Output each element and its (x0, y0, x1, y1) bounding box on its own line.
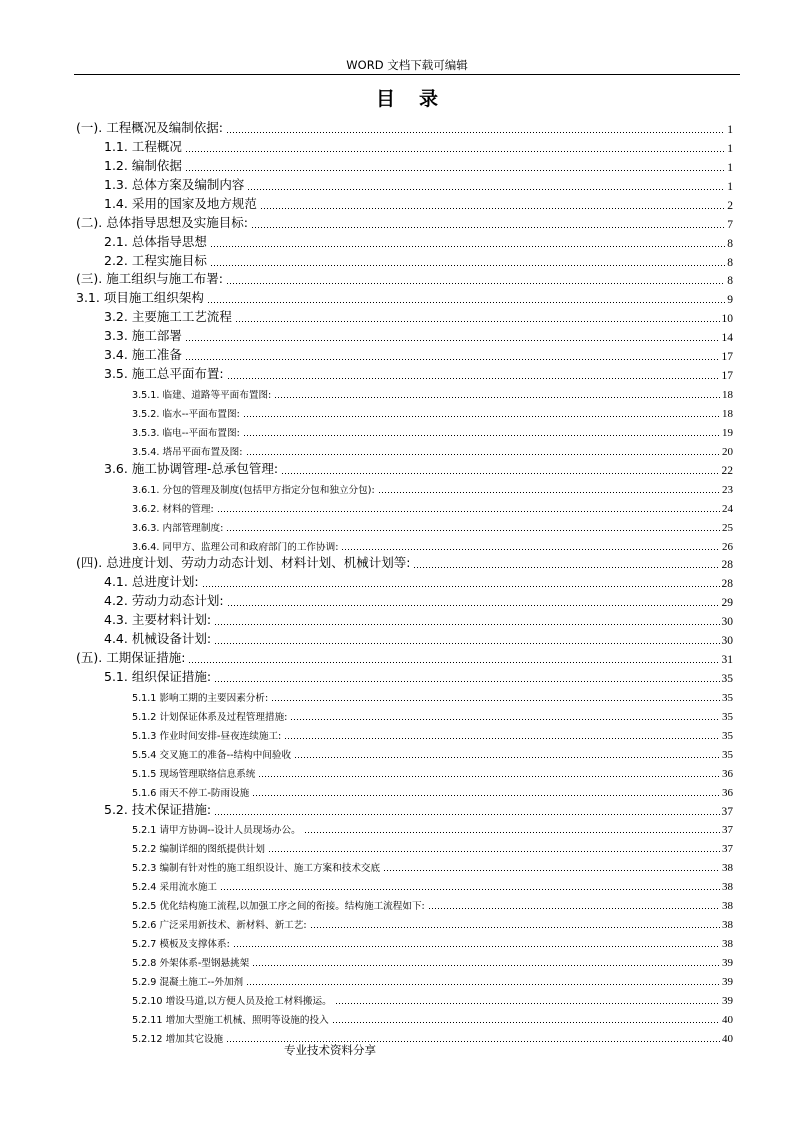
toc-entry-page-number: 28 (721, 559, 733, 572)
toc-dot-leader (247, 181, 725, 191)
toc-dot-leader (252, 787, 720, 797)
toc-entry (132, 819, 733, 836)
toc-entry-title: 3.3. 施工部署 (104, 328, 182, 344)
toc-entry-title: 5.2.8 外架体系-型钢悬挑架 (132, 957, 250, 969)
toc-dot-leader (290, 711, 720, 721)
toc-entry-page-number: 20 (722, 445, 733, 458)
toc-entry-page-number: 18 (722, 407, 733, 420)
toc-dot-leader (383, 862, 720, 872)
toc-entry-title: 3.5.3. 临电--平面布置图: (132, 427, 240, 439)
toc-entry (132, 914, 733, 931)
toc-entry-title: 3.6.4. 同甲方、监理公司和政府部门的工作协调: (132, 541, 339, 553)
toc-dot-leader (304, 824, 720, 834)
toc-entry-title: 4.1. 总进度计划: (104, 574, 199, 590)
toc-dot-leader (335, 995, 720, 1005)
toc-entry-title: 3.5. 施工总平面布置: (104, 366, 224, 382)
toc-dot-leader (185, 162, 725, 172)
toc-entry (132, 479, 733, 496)
toc-entry-page-number: 28 (721, 578, 733, 591)
toc-entry-title: (四). 总进度计划、劳动力动态计划、材料计划、机械计划等: (76, 555, 411, 571)
toc-entry-title: 5.1.5 现场管理联络信息系统 (132, 768, 256, 780)
toc-entry (132, 895, 733, 912)
toc-dot-leader (260, 200, 725, 210)
toc-entry-title: 5.1.1 影响工期的主要因素分析: (132, 692, 269, 704)
toc-entry (104, 176, 733, 193)
toc-entry-page-number: 23 (722, 483, 733, 496)
toc-entry (104, 573, 733, 590)
toc-entry-page-number: 38 (722, 881, 733, 894)
toc-entry-title: 5.2.1 请甲方协调--设计人员现场办公。 (132, 825, 301, 837)
toc-entry-page-number: 35 (722, 748, 733, 761)
toc-entry (132, 744, 733, 761)
toc-entry-title: 3.5.2. 临水--平面布置图: (132, 408, 240, 420)
toc-entry-title: 3.6.3. 内部管理制度: (132, 522, 224, 534)
toc-dot-leader (243, 427, 720, 437)
toc-dot-leader (428, 900, 720, 910)
toc-dot-leader (217, 503, 720, 513)
toc-entry-page-number: 36 (722, 767, 733, 780)
toc-entry (104, 630, 733, 647)
toc-entry-title: 1.4. 采用的国家及地方规范 (104, 195, 257, 211)
toc-entry-title: 3.6.1. 分包的管理及制度(包括甲方指定分包和独立分包): (132, 484, 375, 496)
toc-entry (132, 857, 733, 874)
toc-entry (104, 592, 733, 609)
toc-entry (104, 365, 733, 382)
toc-entry (76, 214, 733, 231)
toc-entry (104, 668, 733, 685)
toc-entry-title: (五). 工期保证措施: (76, 650, 186, 665)
toc-entry (132, 933, 733, 950)
toc-entry-page-number: 35 (722, 691, 733, 704)
toc-entry-page-number: 38 (722, 900, 733, 913)
toc-entry-title: 4.2. 劳动力动态计划: (104, 593, 224, 609)
toc-dot-leader (226, 522, 720, 532)
toc-dot-leader (271, 692, 720, 702)
toc-entry-page-number: 35 (722, 729, 733, 742)
toc-entry (132, 706, 733, 723)
toc-dot-leader (235, 313, 720, 323)
toc-dot-leader (294, 749, 720, 759)
toc-entry (132, 952, 733, 969)
toc-entry-title: 5.2.5 优化结构施工流程,以加强工序之间的衔接。结构施工流程如下: (132, 901, 425, 913)
toc-entry-page-number: 39 (722, 956, 733, 969)
toc-entry-page-number: 17 (721, 370, 733, 383)
toc-entry-title: 2.1. 总体指导思想 (104, 233, 207, 249)
toc-entry-page-number: 25 (722, 521, 733, 534)
toc-dot-leader (258, 768, 720, 778)
toc-entry-title: 5.2.12 增加其它设施 (132, 1033, 224, 1045)
toc-dot-leader (246, 976, 720, 986)
toc-entry-page-number: 10 (721, 313, 733, 326)
toc-entry (104, 346, 733, 363)
toc-dot-leader (243, 408, 720, 418)
toc-dot-leader (210, 257, 725, 267)
toc-entry-page-number: 37 (722, 824, 733, 837)
toc-entry-title: 1.3. 总体方案及编制内容 (104, 176, 245, 192)
toc-entry-title: 5.2. 技术保证措施: (104, 801, 212, 817)
toc-entry-page-number: 8 (727, 275, 733, 288)
toc-entry-page-number: 38 (722, 919, 733, 932)
toc-entry-page-number: 38 (722, 862, 733, 875)
toc-dot-leader (188, 654, 719, 664)
toc-dot-leader (185, 332, 720, 342)
toc-dot-leader (274, 389, 720, 399)
toc-entry-page-number: 39 (722, 975, 733, 988)
toc-dot-leader (246, 446, 721, 456)
toc-entry-title: (一). 工程概况及编制依据: (76, 120, 223, 135)
toc-entry-page-number: 31 (721, 654, 733, 666)
toc-entry-page-number: 30 (721, 635, 733, 648)
toc-dot-leader (252, 957, 720, 967)
toc-entry-page-number: 2 (727, 199, 733, 212)
toc-entry-title: 4.3. 主要材料计划: (104, 612, 212, 628)
toc-entry-page-number: 24 (722, 502, 733, 515)
toc-dot-leader (185, 351, 720, 361)
toc-dot-leader (214, 806, 719, 816)
toc-entry (76, 554, 733, 571)
toc-entry-page-number: 17 (721, 351, 733, 364)
toc-entry-page-number: 26 (722, 540, 733, 553)
toc-entry (132, 422, 733, 439)
toc-entry (132, 782, 733, 799)
toc-entry (132, 990, 733, 1007)
toc-entry-title: 3.6. 施工协调管理-总承包管理: (104, 460, 279, 476)
toc-entry (132, 498, 733, 515)
toc-entry-page-number: 19 (722, 426, 733, 439)
toc-entry-page-number: 35 (721, 673, 733, 685)
toc-entry (104, 157, 733, 174)
toc-entry-page-number: 29 (721, 597, 733, 610)
toc-entry-page-number: 35 (722, 710, 733, 723)
toc-dot-leader (214, 673, 719, 683)
toc-entry-title: 3.2. 主要施工工艺流程 (104, 309, 232, 325)
toc-dot-leader (233, 938, 720, 948)
toc-entry-title: 5.1.2 计划保证体系及过程管理措施: (132, 711, 288, 723)
toc-dot-leader (220, 881, 720, 891)
toc-dot-leader (378, 484, 720, 494)
toc-entry-title: 3.6.2. 材料的管理: (132, 503, 214, 515)
toc-entry (104, 195, 733, 212)
toc-entry (104, 801, 733, 818)
toc-dot-leader (202, 578, 720, 588)
toc-entry (132, 838, 733, 855)
toc-entry (132, 403, 733, 420)
toc-entry (104, 252, 733, 269)
toc-dot-leader (185, 143, 725, 153)
toc-entry (104, 611, 733, 628)
toc-entry (132, 384, 733, 401)
toc-entry-title: 5.2.10 增设马道,以方便人员及抢工材料搬运。 (132, 995, 332, 1007)
toc-entry-title: 5.2.7 模板及支撑体系: (132, 939, 230, 950)
toc-dot-leader (341, 541, 720, 551)
toc-dot-leader (281, 465, 719, 475)
toc-entry-page-number: 7 (727, 218, 733, 231)
toc-dot-leader (207, 294, 725, 304)
toc-entry-page-number: 1 (727, 124, 733, 136)
toc-entry-page-number: 1 (727, 142, 733, 155)
toc-entry (132, 876, 733, 893)
toc-entry-title: 5.1.3 作业时间安排-昼夜连续施工: (132, 730, 282, 742)
toc-entry-page-number: 1 (727, 180, 733, 193)
toc-entry (104, 233, 733, 250)
toc-entry (132, 517, 733, 534)
toc-entry (132, 536, 733, 553)
toc-dot-leader (310, 919, 720, 929)
toc-entry (104, 138, 733, 155)
toc-entry-title: 1.1. 工程概况 (104, 138, 182, 154)
toc-dot-leader (413, 559, 719, 569)
toc-entry-title: 5.2.6 广泛采用新技术、新材料、新工艺: (132, 920, 307, 932)
toc-dot-leader (251, 219, 725, 229)
toc-dot-leader (227, 370, 720, 380)
toc-entry-page-number: 9 (727, 294, 733, 307)
toc-entry (132, 971, 733, 988)
toc-entry-title: 5.2.3 编制有针对性的施工组织设计、施工方案和技术交底 (132, 863, 381, 875)
toc-entry-title: 3.1. 项目施工组织架构 (76, 290, 204, 306)
toc-entry-page-number: 14 (721, 332, 733, 345)
toc-entry-title: 5.2.9 混凝土施工--外加剂 (132, 976, 244, 988)
toc-dot-leader (284, 730, 720, 740)
toc-entry (132, 687, 733, 704)
toc-entry-title: 3.5.1. 临建、道路等平面布置图: (132, 390, 272, 401)
toc-entry-page-number: 36 (722, 786, 733, 799)
toc-entry-page-number: 18 (722, 389, 733, 401)
toc-entry-title: 5.2.11 增加大型施工机械、照明等设施的投入 (132, 1014, 329, 1026)
toc-entry-page-number: 37 (722, 843, 733, 856)
toc-entry-title: 5.1. 组织保证措施: (104, 669, 212, 684)
toc-dot-leader (332, 1014, 720, 1024)
page-header: WORD 文档下载可编辑 (346, 58, 468, 72)
toc-entry (104, 327, 733, 344)
toc-entry (132, 725, 733, 742)
toc-dot-leader (226, 275, 725, 285)
toc-entry-page-number: 38 (722, 938, 733, 950)
toc-dot-leader (210, 238, 725, 248)
toc-entry-page-number: 22 (721, 464, 733, 477)
toc-entry-title: 5.2.2 编制详细的图纸提供计划 (132, 844, 265, 856)
toc-entry-page-number: 39 (722, 994, 733, 1007)
toc-entry-title: 2.2. 工程实施目标 (104, 252, 207, 268)
toc-dot-leader (214, 635, 719, 645)
toc-entry (76, 119, 733, 136)
toc-entry-title: 1.2. 编制依据 (104, 157, 182, 173)
toc-entry-title: (二). 总体指导思想及实施目标: (76, 214, 248, 230)
toc-entry-title: 3.5.4. 塔吊平面布置及图: (132, 446, 243, 458)
toc-entry (104, 308, 733, 325)
toc-entry-title: 5.1.6 雨天不停工-防雨设施 (132, 787, 250, 799)
toc-dot-leader (227, 597, 720, 607)
toc-entry-page-number: 8 (727, 237, 733, 250)
toc-dot-leader (226, 124, 725, 134)
toc-dot-leader (268, 843, 720, 853)
toc-entry-title: 3.4. 施工准备 (104, 347, 182, 363)
page-footer: 专业技术资料分享 (284, 1043, 376, 1057)
toc-entry-page-number: 40 (722, 1032, 733, 1045)
toc-entry-title: 5.5.4 交叉施工的准备--结构中间验收 (132, 749, 292, 761)
toc-entry-title: 4.4. 机械设备计划: (104, 631, 212, 647)
toc-entry-page-number: 37 (721, 805, 733, 818)
toc-entry (132, 441, 733, 458)
toc-entry (76, 289, 733, 306)
toc-entry (76, 649, 733, 666)
toc-entry-page-number: 30 (721, 616, 733, 629)
toc-entry-title: (三). 施工组织与施工布署: (76, 271, 223, 287)
toc-entry (132, 763, 733, 780)
toc-entry-title: 5.2.4 采用流水施工 (132, 882, 218, 894)
toc-entry (104, 460, 733, 477)
toc-entry-page-number: 8 (727, 256, 733, 269)
page-title: 目录 (375, 88, 462, 110)
toc-entry-page-number: 1 (727, 161, 733, 174)
toc-entry (76, 270, 733, 287)
toc-entry-page-number: 40 (722, 1013, 733, 1026)
toc-entry (132, 1009, 733, 1026)
toc-dot-leader (214, 616, 719, 626)
